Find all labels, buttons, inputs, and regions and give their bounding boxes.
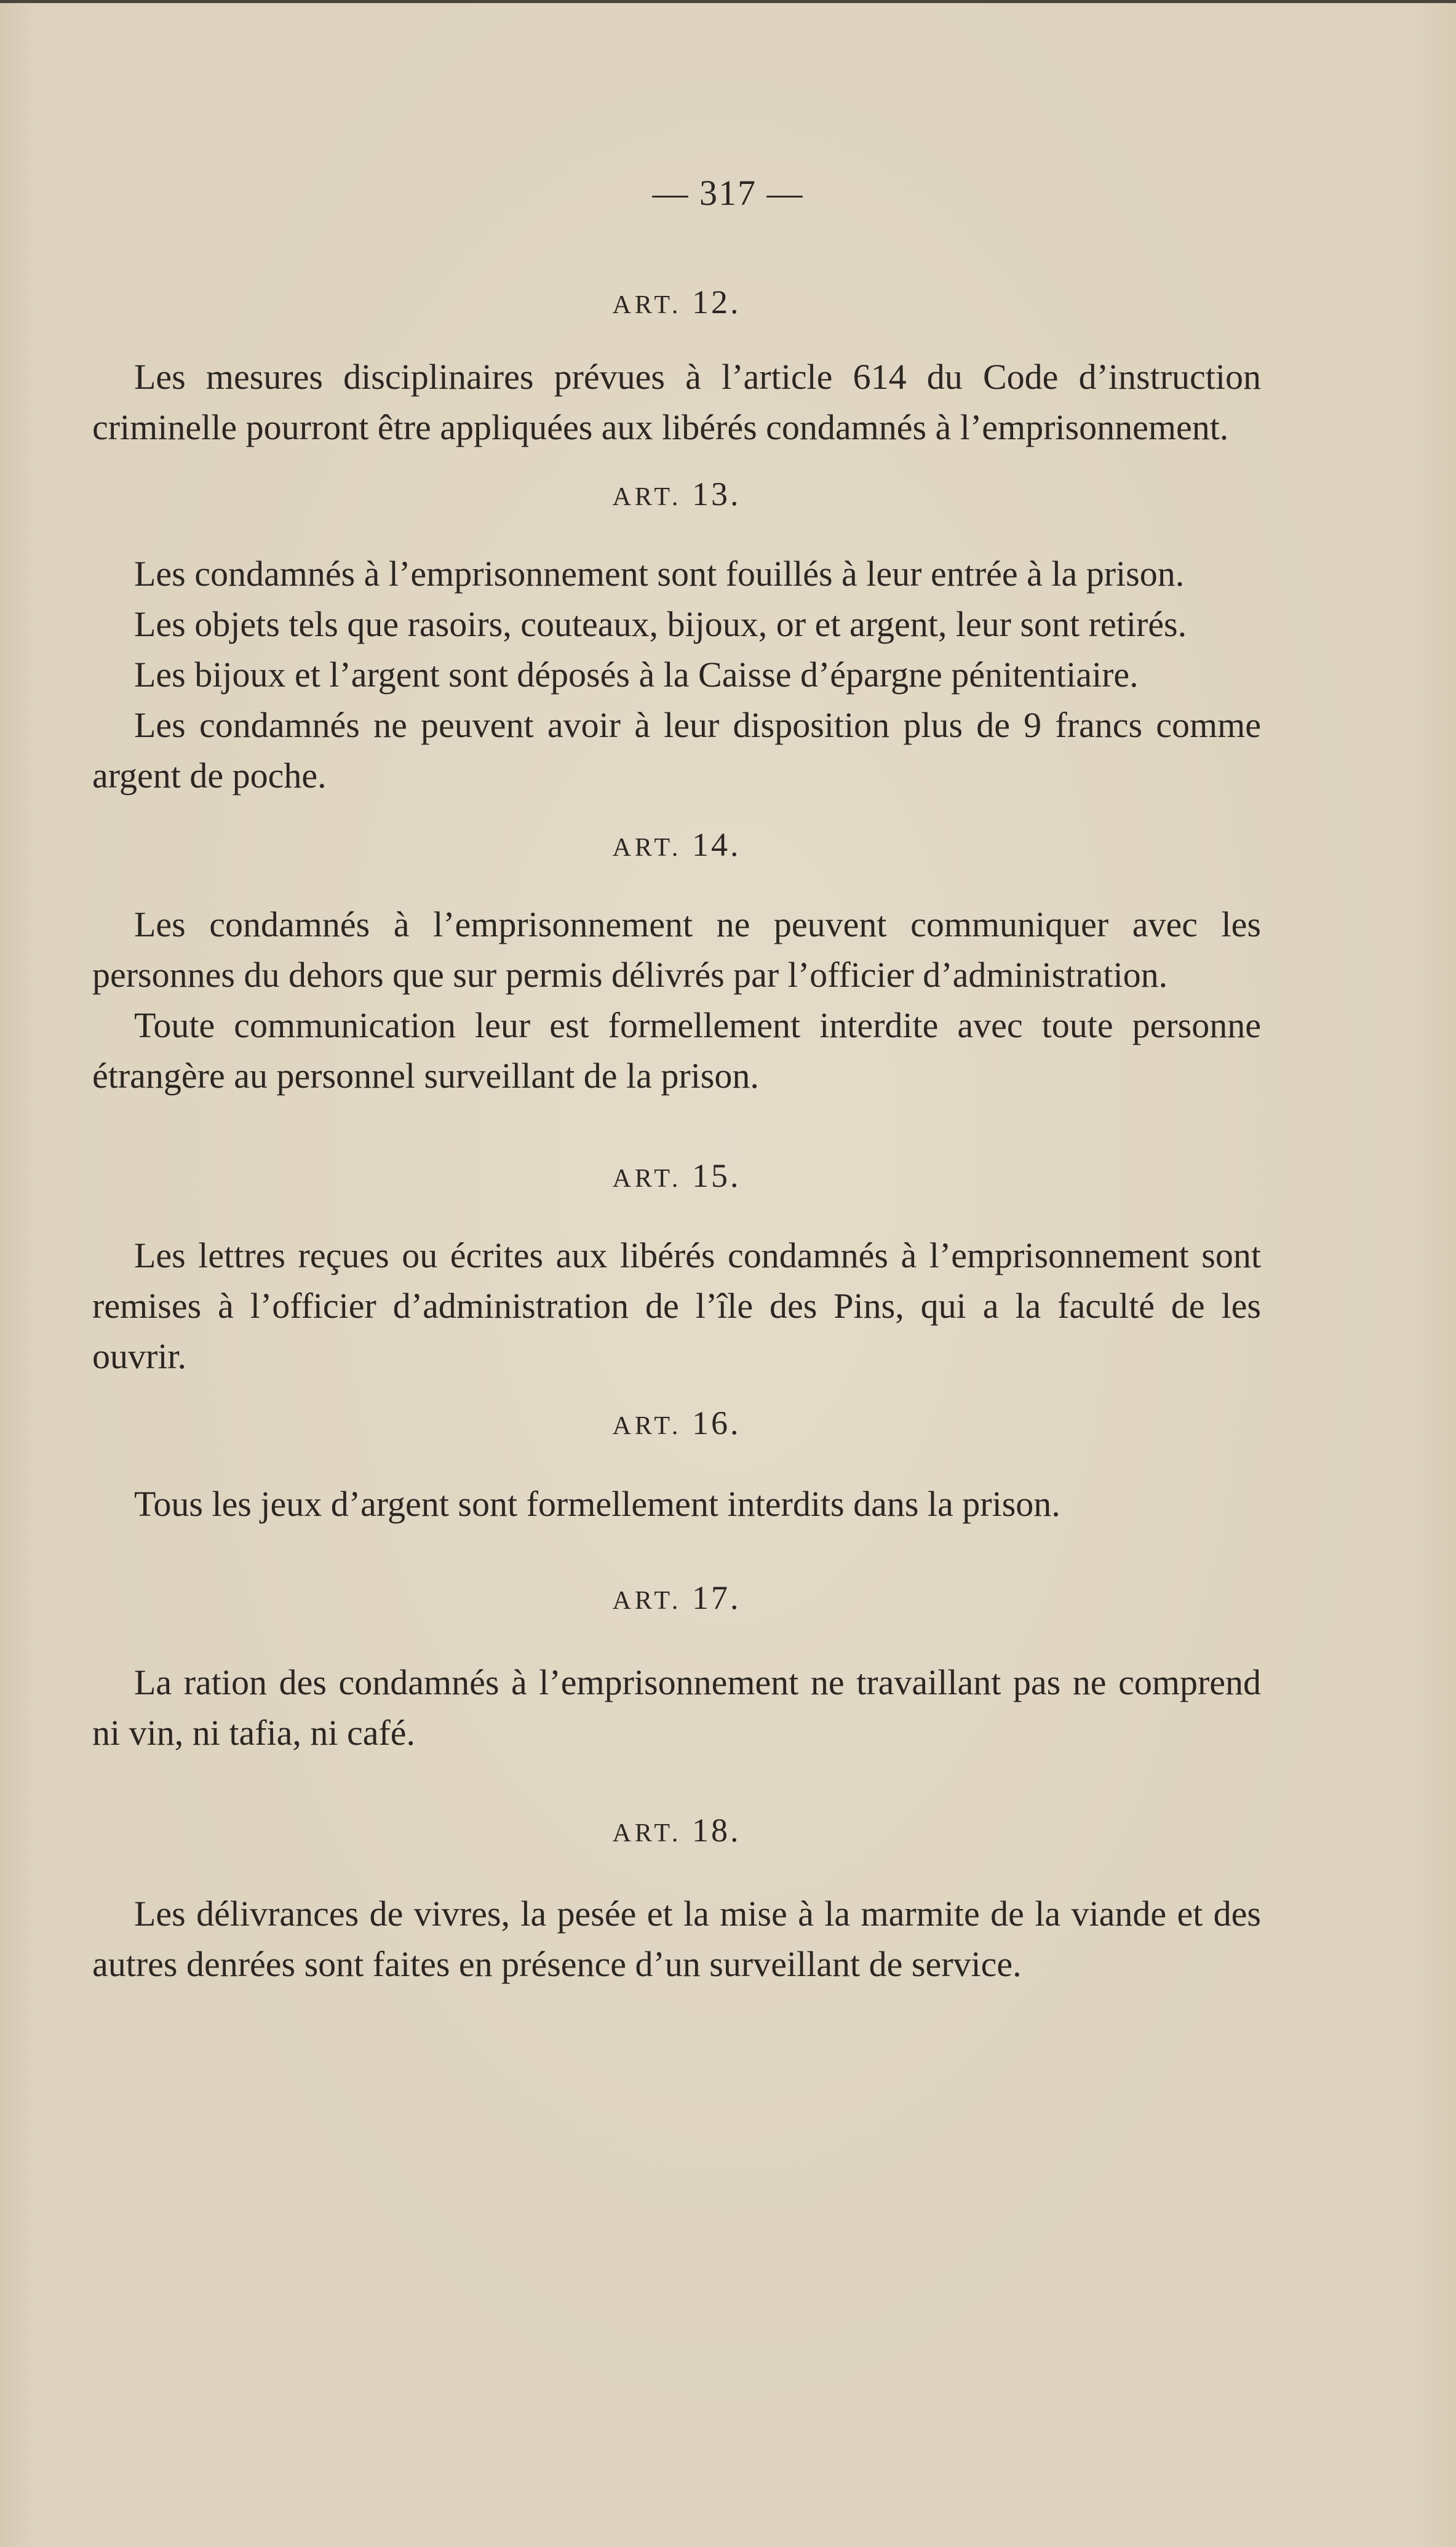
- article-heading: [92, 826, 1261, 864]
- paragraph: Tous les jeux d’argent sont formellement interdits dans la prison.: [134, 1484, 1060, 1524]
- paragraph: Les condamnés à l’emprisonnement ne peuvent communiquer avec les personnes du dehors que sur permis délivrés par l’officier d’administration.: [92, 904, 1261, 995]
- article-number: 12.: [691, 284, 741, 321]
- top-edge-rule: [0, 0, 1456, 3]
- article-15: [92, 1157, 1261, 1382]
- article-17: [92, 1579, 1261, 1758]
- article-number: 18.: [691, 1812, 741, 1849]
- page-number: — 317 —: [652, 173, 804, 213]
- article-heading: [92, 283, 1261, 321]
- article-number: 14.: [691, 826, 741, 863]
- paragraph: Les bijoux et l’argent sont déposés à la Caisse d’épargne pénitentiaire.: [134, 655, 1139, 695]
- paragraph: Les objets tels que rasoirs, couteaux, bijoux, or et argent, leur sont retirés.: [134, 604, 1187, 644]
- page-body: [92, 283, 1261, 1990]
- article-heading: [92, 1157, 1261, 1195]
- article-heading: [92, 475, 1261, 513]
- paragraph: La ration des condamnés à l’emprisonnement ne travaillant pas ne comprend ni vin, ni tafia, ni café.: [92, 1662, 1261, 1753]
- article-prefix: ART.: [612, 1819, 682, 1847]
- paragraph: Toute communication leur est formellement interdite avec toute personne étrangère au personnel surveillant de la prison.: [92, 1005, 1261, 1096]
- paragraph: Les délivrances de vivres, la pesée et la mise à la marmite de la viande et des autres denrées sont faites en présence d’un surveillant de service.: [92, 1894, 1261, 1984]
- article-number: 17.: [691, 1579, 741, 1616]
- article-number: 16.: [691, 1405, 741, 1441]
- paragraph: Les lettres reçues ou écrites aux libérés condamnés à l’emprisonnement sont remises à l’officier d’administration de l’île des Pins, qui a la faculté de les ouvrir.: [92, 1235, 1261, 1376]
- article-16: [92, 1404, 1261, 1529]
- article-prefix: ART.: [612, 834, 682, 862]
- paragraph: Les condamnés ne peuvent avoir à leur disposition plus de 9 francs comme argent de poche.: [92, 705, 1261, 795]
- article-13: [92, 475, 1261, 801]
- article-prefix: ART.: [612, 1165, 682, 1193]
- article-18: [92, 1811, 1261, 1990]
- article-prefix: ART.: [612, 1587, 682, 1615]
- article-prefix: ART.: [612, 483, 682, 511]
- article-12: [92, 283, 1261, 453]
- article-prefix: ART.: [612, 1412, 682, 1440]
- article-heading: [92, 1404, 1261, 1442]
- article-number: 13.: [691, 476, 741, 512]
- article-number: 15.: [691, 1157, 741, 1194]
- article-heading: [92, 1811, 1261, 1849]
- paragraph: Les condamnés à l’emprisonnement sont fouillés à leur entrée à la prison.: [134, 554, 1185, 594]
- paragraph: Les mesures disciplinaires prévues à l’article 614 du Code d’instruction criminelle pourront être appliquées aux libérés condamnés à l’emprisonnement.: [92, 357, 1261, 447]
- article-prefix: ART.: [612, 291, 682, 319]
- article-heading: [92, 1579, 1261, 1617]
- article-14: [92, 826, 1261, 1101]
